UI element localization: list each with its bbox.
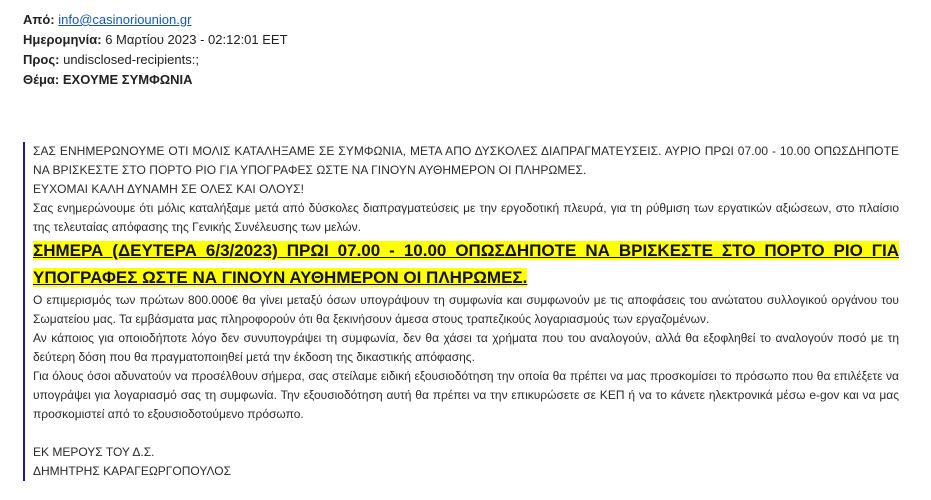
date-row — [23, 30, 288, 50]
from-row — [23, 10, 288, 30]
email-header — [23, 10, 288, 90]
to-label: Προς: — [23, 52, 60, 67]
body-paragraph-distribution: Ο επιμερισμός των πρώτων 800.000€ θα γίνει μεταξύ όσων υπογράψουν τη συμφωνία και συμφωνούν με τις αποφάσεις του ανώτατου συλλογικού οργάνου του Σωματείου μας. Τα εμβάσματα μας πληροφορούν ότι θα ξεκινήσουν άμεσα στους τραπεζικούς λογαριασμούς των εργαζομένων. — [33, 293, 899, 326]
signature-spacer — [33, 424, 899, 443]
signature-line-name: ΔΗΜΗΤΡΗΣ ΚΑΡΑΓΕΩΡΓΟΠΟΥΛΟΣ — [33, 464, 231, 478]
subject-value: ΕΧΟΥΜΕ ΣΥΜΦΩΝΙΑ — [62, 72, 193, 87]
body-paragraph-info: Σας ενημερώνουμε ότι μόλις καταλήξαμε μετά από δύσκολες διαπραγματεύσεις με την εργοδοτική πλευρά, για τη ρύθμιση των εργατικών αξιώσεων, στο πλαίσιο της τελευταίας απόφασης της Γενικής Συνέλευσης των μελών. — [33, 201, 899, 234]
to-row — [23, 50, 288, 70]
email-body — [23, 142, 899, 481]
highlighted-notice — [33, 237, 899, 291]
body-paragraph-caps-wishes: ΕΥΧΟΜΑΙ ΚΑΛΗ ΔΥΝΑΜΗ ΣΕ ΟΛΕΣ ΚΑΙ ΟΛΟΥΣ! — [33, 182, 304, 196]
from-label: Από: — [23, 12, 55, 27]
body-paragraph-authorization: Για όλους όσοι αδυνατούν να προσέλθουν σήμερα, σας στείλαμε ειδική εξουσιοδότηση την οποία θα πρέπει να μας προσκομίσει το πρόσωπο που θα επιλέξετε να υπογράψει για λογαριασμό σας τη συμφωνία. Την εξουσιοδότηση αυτή θα πρέπει να την επικυρώσετε σε ΚΕΠ ή να το κάνετε ηλεκτρονικά μέσω e-gov και να μας προσκομιστεί από το εξουσιοδοτούμενο πρόσωπο. — [33, 369, 899, 421]
body-paragraph-unsigned: Αν κάποιος για οποιοδήποτε λόγο δεν συνυπογράψει τη συμφωνία, δεν θα χάσει τα χρήματα που του αναλογούν, αλλά θα εξοφληθεί το αναλογούν ποσό με τη δεύτερη δόση που θα πραγματοποιηθεί μετά την έκδοση της δικαστικής απόφασης. — [33, 331, 899, 364]
subject-row — [23, 70, 288, 90]
date-value: 6 Μαρτίου 2023 - 02:12:01 EET — [105, 32, 288, 47]
to-value: undisclosed-recipients:; — [63, 52, 199, 67]
highlighted-notice-text: ΣΗΜΕΡΑ (ΔΕΥΤΕΡΑ 6/3/2023) ΠΡΩΙ 07.00 - 10.00 ΟΠΩΣΔΗΠΟΤΕ ΝΑ ΒΡΙΣΚΕΣΤΕ ΣΤΟ ΠΟΡΤΟ ΡΙΟ ΓΙΑ ΥΠΟΓΡΑΦΕΣ ΩΣΤΕ ΝΑ ΓΙΝΟΥΝ ΑΥΘΗΜΕΡΟΝ ΟΙ ΠΛΗΡΩΜΕΣ. — [33, 241, 899, 287]
signature-line-board: ΕΚ ΜΕΡΟΥΣ ΤΟΥ Δ.Σ. — [33, 445, 155, 459]
body-paragraph-caps-announcement: ΣΑΣ ΕΝΗΜΕΡΩΝΟΥΜΕ ΟΤΙ ΜΟΛΙΣ ΚΑΤΑΛΗΞΑΜΕ ΣΕ ΣΥΜΦΩΝΙΑ, ΜΕΤΑ ΑΠΟ ΔΥΣΚΟΛΕΣ ΔΙΑΠΡΑΓΜΑΤΕΥΣΕΙΣ. ΑΥΡΙΟ ΠΡΩΙ 07.00 - 10.00 ΟΠΩΣΔΗΠΟΤΕ ΝΑ ΒΡΙΣΚΕΣΤΕ ΣΤΟ ΠΟΡΤΟ ΡΙΟ ΓΙΑ ΥΠΟΓΡΑΦΕΣ ΩΣΤΕ ΝΑ ΓΙΝΟΥΝ ΑΥΘΗΜΕΡΟΝ ΟΙ ΠΛΗΡΩΜΕΣ. — [33, 144, 899, 177]
date-label: Ημερομηνία: — [23, 32, 102, 47]
from-email-link[interactable]: info@casinoriounion.gr — [58, 12, 192, 27]
subject-label: Θέμα: — [23, 72, 60, 87]
